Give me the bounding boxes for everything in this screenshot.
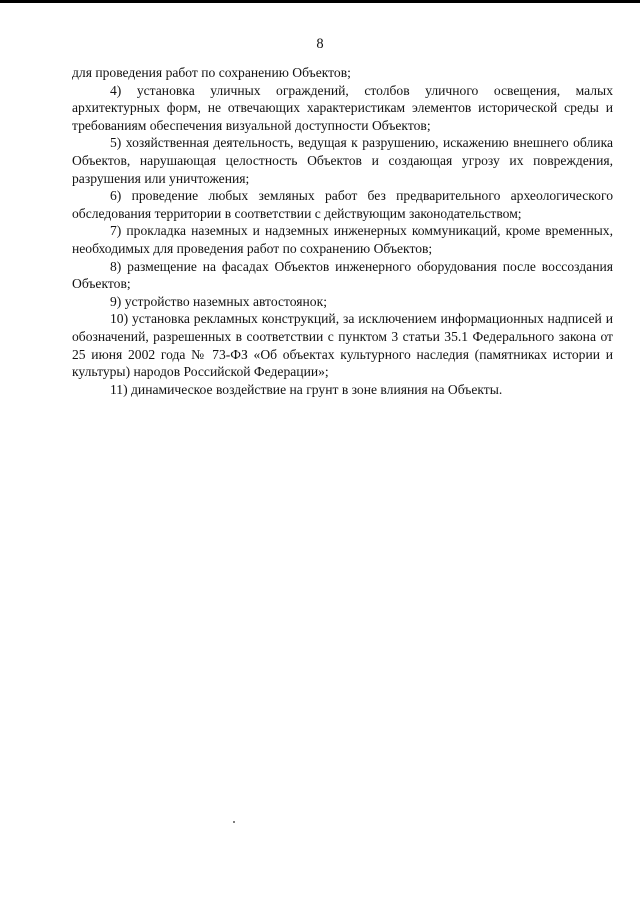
list-item-6: 6) проведение любых земляных работ без предварительного археологического обследования территории в соответствии с действующим законодательством; (72, 188, 613, 221)
paragraph-continuation: для проведения работ по сохранению Объектов; (72, 65, 351, 80)
list-item-4: 4) установка уличных ограждений, столбов уличного освещения, малых архитектурных форм, не отвечающих характеристикам элементов исторической среды и требованиям обеспечения визуальной доступности Объектов; (72, 82, 613, 133)
list-item-10: 10) установка рекламных конструкций, за исключением информационных надписей и обозначений, разрешенных в соответствии с пунктом 3 статьи 35.1 Федерального закона от 25 июня 2002 года № 73-ФЗ «Об объектах культурного наследия (памятниках истории и культуры) народов Российской Федерации»; (72, 311, 613, 380)
list-item-7: 7) прокладка наземных и надземных инженерных коммуникаций, кроме временных, необходимых для проведения работ по сохранению Объектов; (72, 223, 613, 256)
document-body (72, 64, 613, 398)
scan-border (0, 0, 640, 3)
list-item-9: 9) устройство наземных автостоянок; (110, 293, 327, 309)
scan-speck (233, 821, 235, 823)
page-number: 8 (316, 36, 324, 52)
list-item-5: 5) хозяйственная деятельность, ведущая к разрушению, искажению внешнего облика Объектов, нарушающая целостность Объектов и создающая угрозу их повреждения, разрушения или уничтожения; (72, 135, 613, 186)
list-item-11: 11) динамическое воздействие на грунт в зоне влияния на Объекты. (110, 381, 503, 397)
list-item-8: 8) размещение на фасадах Объектов инженерного оборудования после воссоздания Объектов; (72, 258, 613, 292)
